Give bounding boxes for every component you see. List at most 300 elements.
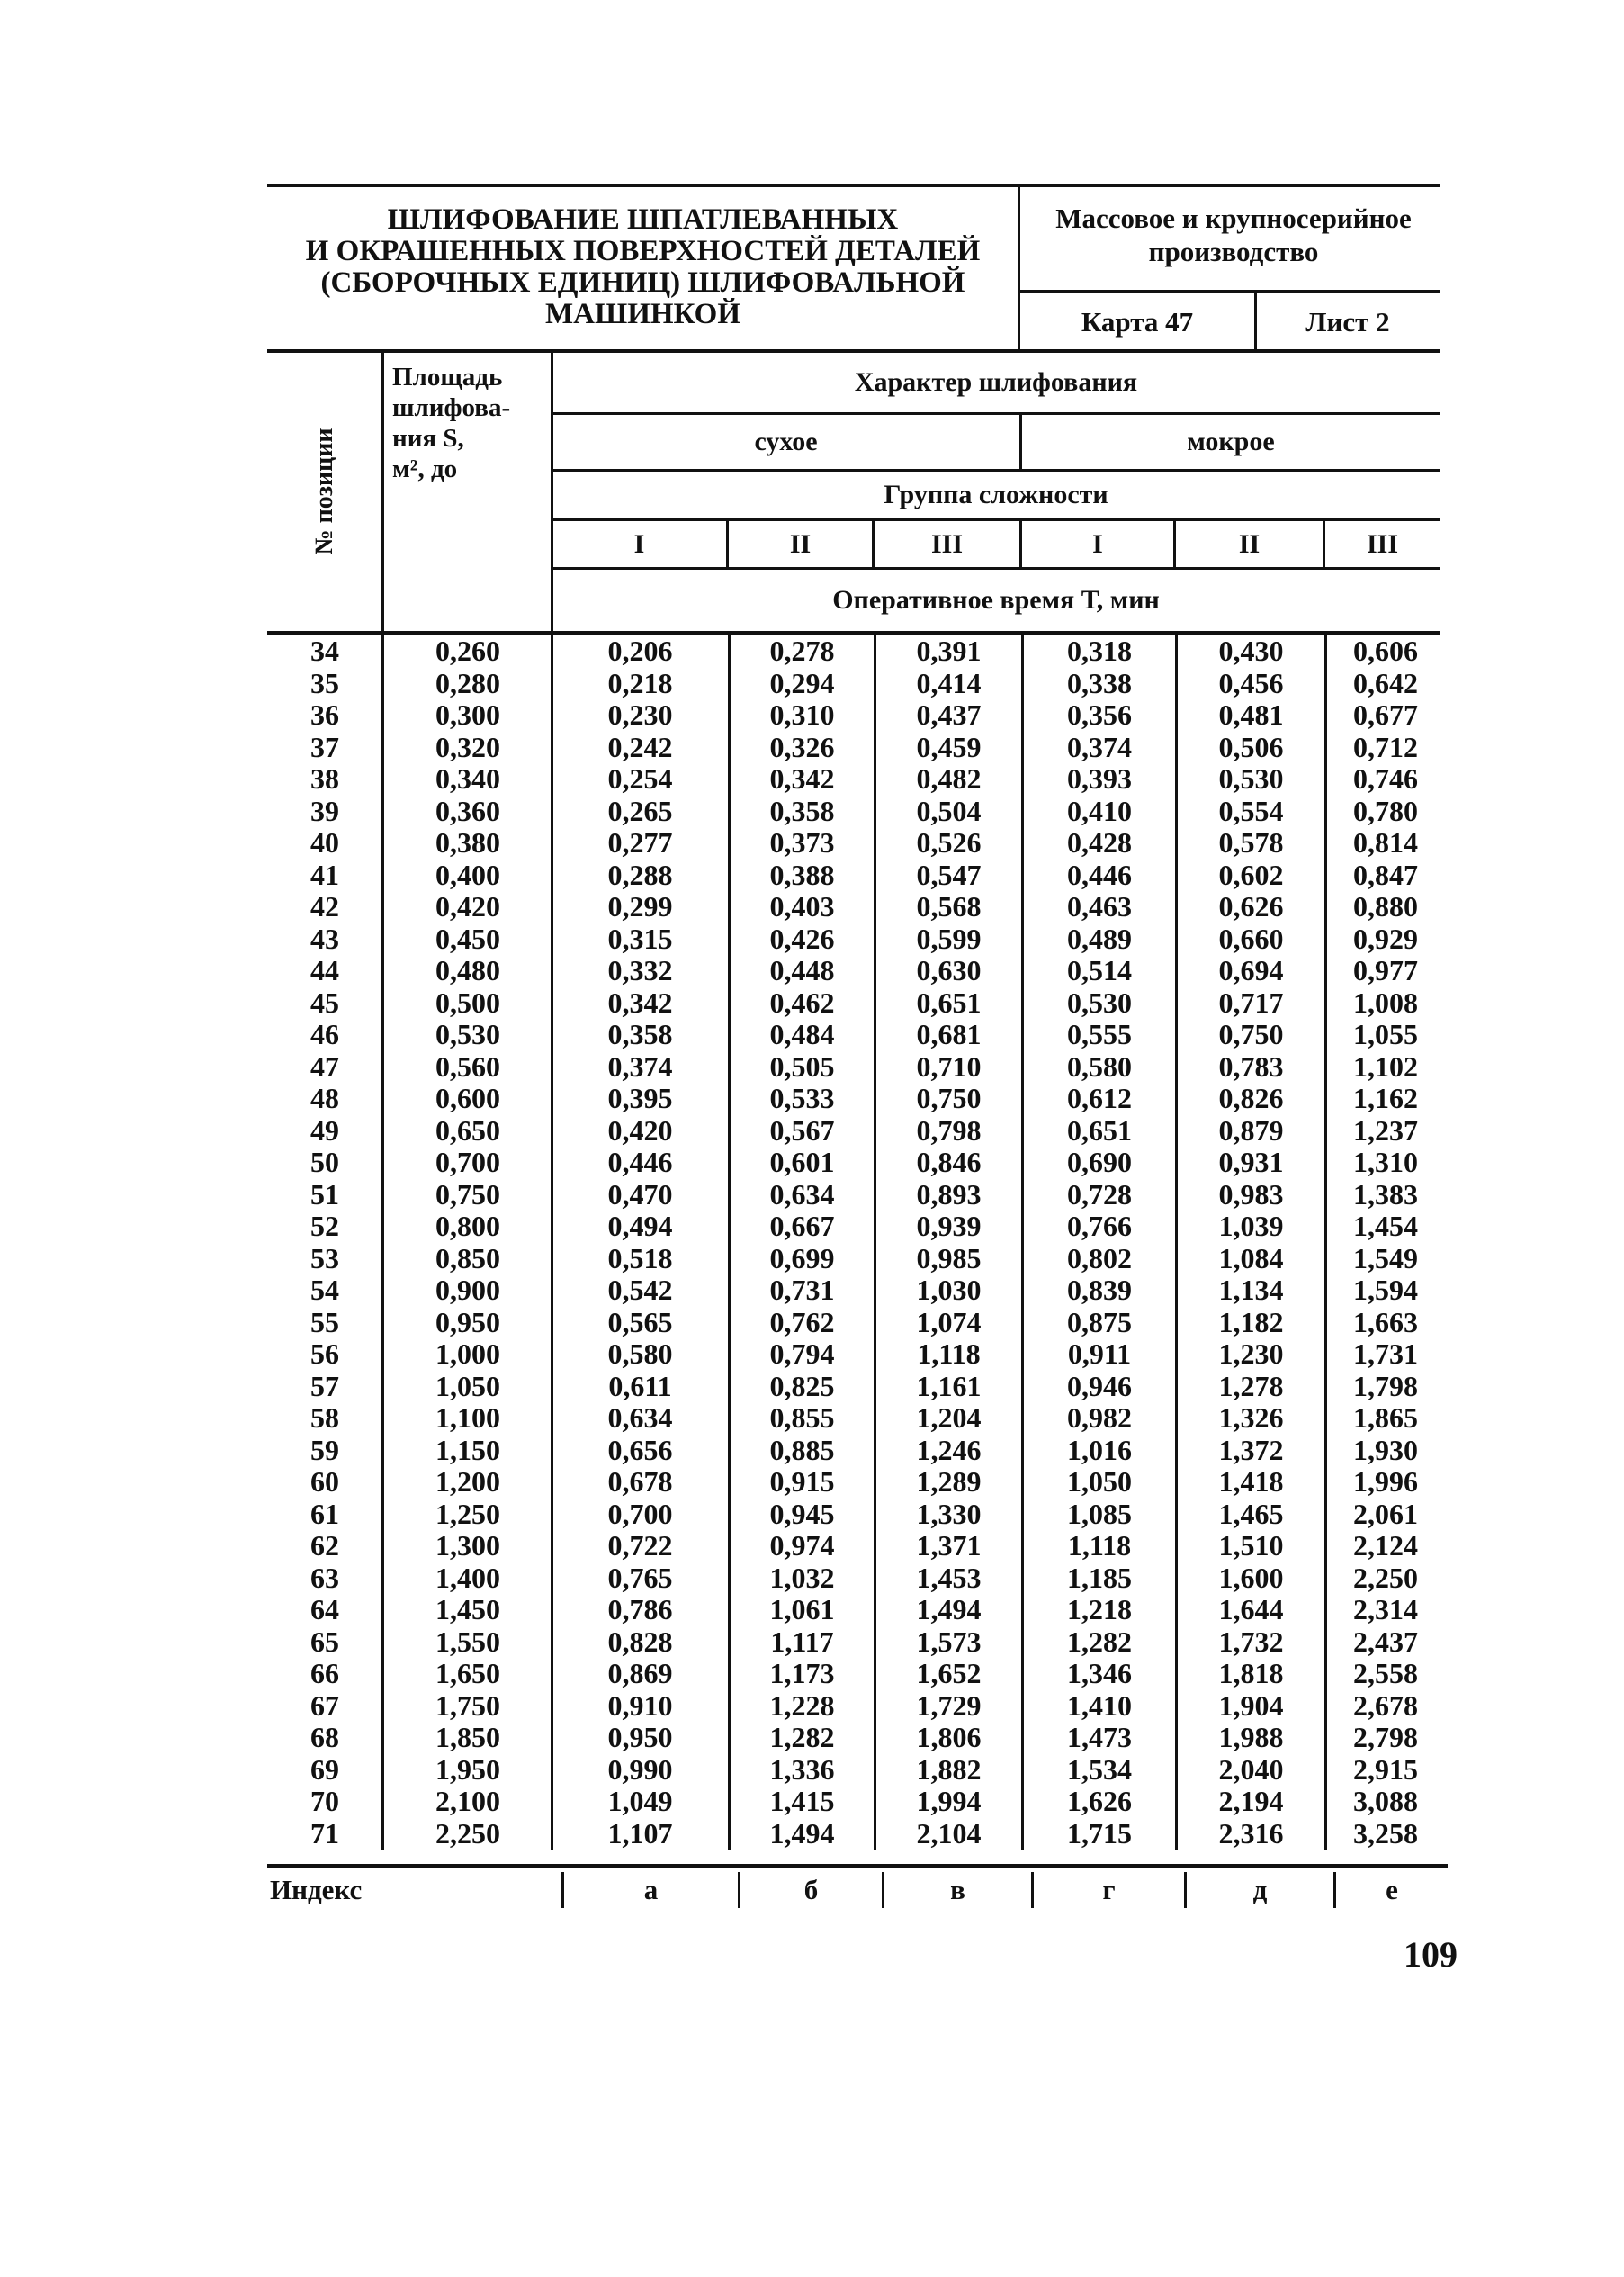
operative-time-cell: 2,061 — [1353, 1497, 1418, 1530]
area-cell: 1,950 — [435, 1752, 500, 1786]
operative-time-cell: 1,008 — [1353, 986, 1418, 1019]
operation-title — [267, 184, 1018, 351]
operative-time-cell: 0,690 — [1067, 1146, 1132, 1178]
operative-time-cell: 1,237 — [1353, 1113, 1418, 1147]
operative-time-cell: 1,644 — [1218, 1593, 1284, 1625]
operative-time-cell: 1,626 — [1067, 1785, 1132, 1817]
operative-time-cell: 0,601 — [769, 1146, 835, 1178]
index-value: е — [1386, 1874, 1398, 1905]
operative-time-cell: 1,573 — [916, 1624, 982, 1658]
area-cell: 0,400 — [435, 858, 500, 891]
table-row — [0, 668, 1624, 700]
area-cell: 0,320 — [435, 730, 500, 763]
position-number-cell: 52 — [310, 1210, 339, 1242]
operative-time-cell: 0,504 — [916, 794, 982, 827]
operative-time-cell: 0,667 — [769, 1210, 835, 1242]
operative-time-cell: 0,885 — [769, 1433, 835, 1466]
position-number-cell: 66 — [310, 1657, 339, 1689]
operative-time-cell: 1,330 — [916, 1497, 982, 1530]
operative-time-cell: 0,332 — [607, 954, 673, 986]
operative-time-cell: 0,555 — [1067, 1018, 1132, 1050]
operative-time-cell: 0,277 — [607, 826, 673, 859]
table-row — [0, 1371, 1624, 1403]
area-cell: 1,750 — [435, 1688, 500, 1722]
operative-time-cell: 1,118 — [1067, 1529, 1132, 1562]
operative-time-cell: 3,258 — [1353, 1816, 1418, 1850]
header-top-rule — [267, 184, 1440, 187]
operative-time-cell: 0,794 — [769, 1337, 835, 1370]
position-number-cell: 37 — [310, 730, 339, 763]
position-number-cell: 61 — [310, 1497, 339, 1530]
operative-time-cell: 1,084 — [1218, 1241, 1284, 1274]
operative-time-cell: 0,356 — [1067, 698, 1132, 731]
operative-time-cell: 1,050 — [1067, 1465, 1132, 1498]
operative-time-cell: 0,717 — [1218, 986, 1284, 1019]
operative-time-cell: 1,372 — [1218, 1433, 1284, 1466]
operative-time-cell: 2,915 — [1353, 1752, 1418, 1786]
area-cell: 1,000 — [435, 1337, 500, 1370]
operative-time-cell: 1,715 — [1067, 1816, 1132, 1850]
table-row — [0, 1307, 1624, 1339]
operative-time-cell: 0,373 — [769, 826, 835, 859]
group-header: II — [789, 528, 812, 559]
position-number-cell: 46 — [310, 1018, 339, 1050]
operative-time-cell: 1,930 — [1353, 1433, 1418, 1466]
page-number: 109 — [1404, 1934, 1458, 1975]
operative-time-cell: 1,282 — [769, 1721, 835, 1753]
operative-time-cell: 0,929 — [1353, 922, 1418, 955]
position-number-cell: 54 — [310, 1274, 339, 1306]
operative-time-cell: 1,663 — [1353, 1305, 1418, 1338]
position-number-cell: 56 — [310, 1337, 339, 1370]
operative-time-cell: 0,230 — [607, 698, 673, 731]
complexity-group-header: Группа сложности — [884, 480, 1108, 509]
operative-time-cell: 0,826 — [1218, 1082, 1284, 1114]
operative-time-cell: 0,456 — [1218, 666, 1284, 699]
title-line: И ОКРАШЕННЫХ ПОВЕРХНОСТЕЙ ДЕТАЛЕЙ — [305, 235, 981, 267]
position-number-cell: 36 — [310, 698, 339, 731]
position-number-cell: 39 — [310, 794, 339, 827]
operative-time-cell: 0,710 — [916, 1049, 982, 1083]
operative-time-cell: 0,983 — [1218, 1177, 1284, 1210]
position-number-cell: 60 — [310, 1465, 339, 1498]
area-cell: 0,340 — [435, 762, 500, 795]
position-number-cell: 69 — [310, 1752, 339, 1786]
area-cell: 0,450 — [435, 922, 500, 955]
operative-time-cell: 1,346 — [1067, 1657, 1132, 1689]
area-cell: 0,700 — [435, 1146, 500, 1178]
operative-time-cell: 0,288 — [607, 858, 673, 891]
table-row — [0, 1690, 1624, 1723]
operative-time-cell: 1,534 — [1067, 1752, 1132, 1786]
table-row — [0, 987, 1624, 1020]
operative-time-cell: 0,580 — [1067, 1049, 1132, 1083]
operative-time-cell: 0,847 — [1353, 858, 1418, 891]
operative-time-cell: 1,030 — [916, 1274, 982, 1306]
index-value: б — [803, 1874, 819, 1905]
operative-time-cell: 1,732 — [1218, 1624, 1284, 1658]
operative-time-cell: 0,338 — [1067, 666, 1132, 699]
area-cell: 1,050 — [435, 1369, 500, 1402]
operative-time-cell: 0,580 — [607, 1337, 673, 1370]
operative-time-cell: 1,289 — [916, 1465, 982, 1498]
position-number-cell: 41 — [310, 858, 339, 891]
operative-time-cell: 0,915 — [769, 1465, 835, 1498]
operative-time-cell: 0,722 — [607, 1529, 673, 1562]
operative-time-cell: 2,798 — [1353, 1721, 1418, 1753]
operative-time-cell: 1,118 — [917, 1337, 981, 1370]
operative-time-cell: 0,505 — [769, 1049, 835, 1083]
header-card-divider — [1254, 290, 1257, 351]
operative-time-cell: 1,185 — [1067, 1561, 1132, 1594]
operative-time-cell: 1,418 — [1218, 1465, 1284, 1498]
operative-time-cell: 0,950 — [607, 1721, 673, 1753]
operative-time-cell: 0,681 — [916, 1018, 982, 1050]
operative-time-cell: 0,547 — [916, 858, 982, 891]
table-row — [0, 1274, 1624, 1307]
table-row — [0, 1243, 1624, 1275]
position-number-cell: 53 — [310, 1241, 339, 1274]
area-cell: 1,400 — [435, 1561, 500, 1594]
area-cell: 0,560 — [435, 1049, 500, 1083]
table-row — [0, 796, 1624, 828]
operative-time-cell: 0,484 — [769, 1018, 835, 1050]
operative-time-cell: 0,395 — [607, 1082, 673, 1114]
operative-time-cell: 1,594 — [1353, 1274, 1418, 1306]
operative-time-cell: 0,746 — [1353, 762, 1418, 795]
operative-time-cell: 1,453 — [916, 1561, 982, 1594]
operative-time-cell: 0,982 — [1067, 1401, 1132, 1434]
operative-time-cell: 1,988 — [1218, 1721, 1284, 1753]
operative-time-cell: 0,446 — [607, 1146, 673, 1178]
operative-time-cell: 0,893 — [916, 1177, 982, 1210]
area-cell: 0,800 — [435, 1210, 500, 1242]
dry-header: сухое — [754, 427, 818, 456]
operative-time-cell: 0,750 — [916, 1082, 982, 1114]
operative-time-cell: 1,994 — [916, 1785, 982, 1817]
operative-time-cell: 1,326 — [1218, 1401, 1284, 1434]
operative-time-cell: 1,204 — [916, 1401, 982, 1434]
table-row — [0, 1626, 1624, 1659]
operative-time-cell: 0,410 — [1067, 794, 1132, 827]
operative-time-cell: 0,642 — [1353, 666, 1418, 699]
operative-time-cell: 0,530 — [1067, 986, 1132, 1019]
operative-time-cell: 0,437 — [916, 698, 982, 731]
operative-time-cell: 1,806 — [916, 1721, 982, 1753]
operative-time-cell: 0,265 — [607, 794, 673, 827]
operative-time-cell: 0,530 — [1218, 762, 1284, 795]
area-cell: 1,200 — [435, 1465, 500, 1498]
title-line: (СБОРОЧНЫХ ЕДИНИЦ) ШЛИФОВАЛЬНОЙ — [320, 266, 965, 299]
operative-time-cell: 0,299 — [607, 890, 673, 922]
operative-time-cell: 0,977 — [1353, 954, 1418, 986]
operative-time-cell: 0,731 — [769, 1274, 835, 1306]
operative-time-cell: 0,651 — [1067, 1113, 1132, 1147]
operative-time-cell: 0,602 — [1218, 858, 1284, 891]
area-cell: 0,600 — [435, 1082, 500, 1114]
grinding-type-header: Характер шлифования — [854, 367, 1138, 397]
header-divider — [1018, 184, 1020, 351]
operative-time-cell: 0,766 — [1067, 1210, 1132, 1242]
operative-time-cell: 1,494 — [916, 1593, 982, 1625]
group-header: I — [1092, 528, 1103, 559]
operative-time-cell: 1,494 — [769, 1816, 835, 1850]
operative-time-cell: 0,839 — [1067, 1274, 1132, 1306]
title-line: МАШИНКОЙ — [544, 298, 740, 330]
area-cell: 0,750 — [435, 1177, 500, 1210]
operative-time-cell: 0,554 — [1218, 794, 1284, 827]
operative-time-cell: 0,342 — [769, 762, 835, 795]
operative-time-cell: 1,162 — [1353, 1082, 1418, 1114]
position-number-cell: 64 — [310, 1593, 339, 1625]
operative-time-cell: 1,652 — [916, 1657, 982, 1689]
operative-time-cell: 0,712 — [1353, 730, 1418, 763]
table-row — [0, 1179, 1624, 1211]
operative-time-cell: 0,374 — [607, 1049, 673, 1083]
position-number-cell: 63 — [310, 1561, 339, 1594]
position-number-cell: 34 — [310, 634, 339, 667]
operative-time-cell: 0,825 — [769, 1369, 835, 1402]
table-row — [0, 1019, 1624, 1051]
operative-time-cell: 0,482 — [916, 762, 982, 795]
wet-header: мокрое — [1187, 427, 1275, 456]
operative-time-cell: 0,828 — [607, 1624, 673, 1658]
operative-time-cell: 1,016 — [1067, 1433, 1132, 1466]
position-number-cell: 38 — [310, 762, 339, 795]
operative-time-cell: 0,875 — [1067, 1305, 1132, 1338]
table-row — [0, 635, 1624, 668]
operative-time-cell: 0,879 — [1218, 1113, 1284, 1147]
operative-time-cell: 1,218 — [1067, 1593, 1132, 1625]
operative-time-cell: 1,278 — [1218, 1369, 1284, 1402]
operative-time-cell: 2,194 — [1218, 1785, 1284, 1817]
position-number-cell: 35 — [310, 666, 339, 699]
operative-time-cell: 0,765 — [607, 1561, 673, 1594]
area-cell: 1,450 — [435, 1593, 500, 1625]
operative-time-cell: 0,206 — [607, 634, 673, 667]
area-cell: 0,360 — [435, 794, 500, 827]
operative-time-cell: 0,750 — [1218, 1018, 1284, 1050]
operative-time-cell: 1,371 — [916, 1529, 982, 1562]
table-row — [0, 891, 1624, 923]
header-right-rule — [1020, 290, 1440, 292]
area-cell: 0,850 — [435, 1241, 500, 1274]
operative-time-cell: 1,996 — [1353, 1465, 1418, 1498]
operative-time-cell: 0,939 — [916, 1210, 982, 1242]
position-number-cell: 68 — [310, 1721, 339, 1753]
operative-time-cell: 1,454 — [1353, 1210, 1418, 1242]
area-cell: 0,900 — [435, 1274, 500, 1306]
area-cell: 0,300 — [435, 698, 500, 731]
table-row — [0, 1498, 1624, 1531]
operative-time-cell: 0,855 — [769, 1401, 835, 1434]
operative-time-cell: 0,278 — [769, 634, 835, 667]
area-cell: 0,260 — [435, 634, 500, 667]
operative-time-cell: 1,039 — [1218, 1210, 1284, 1242]
table-row — [0, 732, 1624, 764]
operative-time-cell: 0,489 — [1067, 922, 1132, 955]
operative-time-cell: 2,437 — [1353, 1624, 1418, 1658]
position-number-cell: 55 — [310, 1305, 339, 1338]
position-number-cell: 48 — [310, 1082, 339, 1114]
operative-time-cell: 2,316 — [1218, 1816, 1284, 1850]
operative-time-cell: 0,699 — [769, 1241, 835, 1274]
position-number-cell: 71 — [310, 1816, 339, 1850]
operative-time-cell: 0,318 — [1067, 634, 1132, 667]
card-number: Карта 47 — [1081, 306, 1194, 338]
operative-time-cell: 0,254 — [607, 762, 673, 795]
group-header: III — [1366, 528, 1399, 559]
operative-time-cell: 0,542 — [607, 1274, 673, 1306]
table-row — [0, 1147, 1624, 1179]
area-label-line: Площадь — [392, 363, 503, 392]
operative-time-cell: 1,182 — [1218, 1305, 1284, 1338]
operative-time-cell: 1,510 — [1218, 1529, 1284, 1562]
area-cell: 1,250 — [435, 1497, 500, 1530]
operative-time-cell: 0,677 — [1353, 698, 1418, 731]
title-line: ШЛИФОВАНИЕ ШПАТЛЕВАННЫХ — [387, 203, 899, 236]
area-cell: 0,950 — [435, 1305, 500, 1338]
operative-time-cell: 0,342 — [607, 986, 673, 1019]
operative-time-cell: 2,558 — [1353, 1657, 1418, 1689]
table-row — [0, 763, 1624, 796]
area-cell: 2,250 — [435, 1816, 500, 1850]
table-row — [0, 1754, 1624, 1786]
operative-time-cell: 1,049 — [607, 1785, 673, 1817]
operative-time-cell: 0,470 — [607, 1177, 673, 1210]
index-value: д — [1252, 1874, 1268, 1905]
operative-time-cell: 0,518 — [607, 1241, 673, 1274]
operative-time-cell: 1,473 — [1067, 1721, 1132, 1753]
operative-time-cell: 0,506 — [1218, 730, 1284, 763]
operative-time-cell: 1,818 — [1218, 1657, 1284, 1689]
area-label-line: м², до — [392, 454, 458, 483]
operative-time-cell: 1,117 — [770, 1624, 834, 1658]
position-number-cell: 44 — [310, 954, 339, 986]
operative-time-cell: 0,700 — [607, 1497, 673, 1530]
operative-time-cell: 3,088 — [1353, 1785, 1418, 1817]
operative-time-cell: 0,414 — [916, 666, 982, 699]
operative-time-cell: 1,055 — [1353, 1018, 1418, 1050]
table-row — [0, 827, 1624, 860]
area-cell: 0,500 — [435, 986, 500, 1019]
position-number-cell: 42 — [310, 890, 339, 922]
table-row — [0, 860, 1624, 892]
operative-time-cell: 0,985 — [916, 1241, 982, 1274]
operative-time-cell: 1,161 — [916, 1369, 982, 1402]
table-row — [0, 1210, 1624, 1243]
table-row — [0, 1722, 1624, 1754]
operative-time-cell: 0,481 — [1218, 698, 1284, 731]
operative-time-cell: 0,945 — [769, 1497, 835, 1530]
operative-time-cell: 0,651 — [916, 986, 982, 1019]
operative-time-cell: 0,565 — [607, 1305, 673, 1338]
table-row — [0, 1530, 1624, 1562]
operative-time-cell: 0,762 — [769, 1305, 835, 1338]
area-header — [392, 362, 545, 484]
operative-time-cell: 1,549 — [1353, 1241, 1418, 1274]
area-cell: 0,280 — [435, 666, 500, 699]
operative-time-cell: 0,783 — [1218, 1049, 1284, 1083]
operative-time-cell: 0,814 — [1353, 826, 1418, 859]
operative-time-cell: 2,040 — [1218, 1752, 1284, 1786]
table-row — [0, 1786, 1624, 1818]
area-cell: 1,150 — [435, 1433, 500, 1466]
operative-time-cell: 0,459 — [916, 730, 982, 763]
operative-time-cell: 0,388 — [769, 858, 835, 891]
operative-time-cell: 0,990 — [607, 1752, 673, 1786]
operative-time-cell: 0,242 — [607, 730, 673, 763]
operative-time-cell: 1,731 — [1353, 1337, 1418, 1370]
operative-time-cell: 0,634 — [607, 1401, 673, 1434]
operative-time-cell: 1,228 — [769, 1688, 835, 1722]
position-number-cell: 70 — [310, 1785, 339, 1817]
position-number-cell: 45 — [310, 986, 339, 1019]
operative-time-cell: 1,882 — [916, 1752, 982, 1786]
operative-time-cell: 0,315 — [607, 922, 673, 955]
production-line: производство — [1148, 236, 1319, 267]
operative-time-cell: 0,514 — [1067, 954, 1132, 986]
position-number-cell: 40 — [310, 826, 339, 859]
position-number-cell: 49 — [310, 1113, 339, 1147]
operative-time-cell: 1,032 — [769, 1561, 835, 1594]
operative-time-cell: 0,802 — [1067, 1241, 1132, 1274]
operative-time-cell: 0,462 — [769, 986, 835, 1019]
operative-time-cell: 0,656 — [607, 1433, 673, 1466]
area-cell: 0,380 — [435, 826, 500, 859]
operative-time-cell: 0,420 — [607, 1113, 673, 1147]
operative-time-cell: 1,282 — [1067, 1624, 1132, 1658]
area-cell: 1,550 — [435, 1624, 500, 1658]
operative-time-cell: 0,393 — [1067, 762, 1132, 795]
table-row — [0, 955, 1624, 987]
area-label-line: шлифова- — [392, 393, 511, 422]
area-label-line: ния S, — [392, 424, 464, 453]
operative-time-cell: 0,798 — [916, 1113, 982, 1147]
operative-time-cell: 0,846 — [916, 1146, 982, 1178]
operative-time-cell: 0,494 — [607, 1210, 673, 1242]
area-cell: 1,850 — [435, 1721, 500, 1753]
table-row — [0, 1051, 1624, 1084]
position-number-cell: 59 — [310, 1433, 339, 1466]
operative-time-cell: 0,931 — [1218, 1146, 1284, 1178]
operative-time-cell: 0,634 — [769, 1177, 835, 1210]
operative-time-cell: 1,798 — [1353, 1369, 1418, 1402]
area-cell: 1,300 — [435, 1529, 500, 1562]
index-label: Индекс — [270, 1874, 363, 1905]
table-row — [0, 1115, 1624, 1148]
index-value: в — [950, 1874, 965, 1905]
position-number-header — [269, 351, 380, 631]
operative-time-cell: 0,786 — [607, 1593, 673, 1625]
operative-time-cell: 0,660 — [1218, 922, 1284, 955]
position-number-cell: 65 — [310, 1624, 339, 1658]
operative-time-cell: 0,374 — [1067, 730, 1132, 763]
operative-time-cell: 0,358 — [769, 794, 835, 827]
operative-time-cell: 1,415 — [769, 1785, 835, 1817]
operative-time-cell: 0,626 — [1218, 890, 1284, 922]
operative-time-cell: 0,391 — [916, 634, 982, 667]
table-row — [0, 1435, 1624, 1467]
operative-time-cell: 0,728 — [1067, 1177, 1132, 1210]
operative-time-cell: 0,326 — [769, 730, 835, 763]
group-header: II — [1238, 528, 1261, 559]
operative-time-cell: 2,314 — [1353, 1593, 1418, 1625]
operative-time-cell: 0,911 — [1067, 1337, 1132, 1370]
operative-time-cell: 1,074 — [916, 1305, 982, 1338]
position-number-cell: 51 — [310, 1177, 339, 1210]
operative-time-cell: 0,606 — [1353, 634, 1418, 667]
